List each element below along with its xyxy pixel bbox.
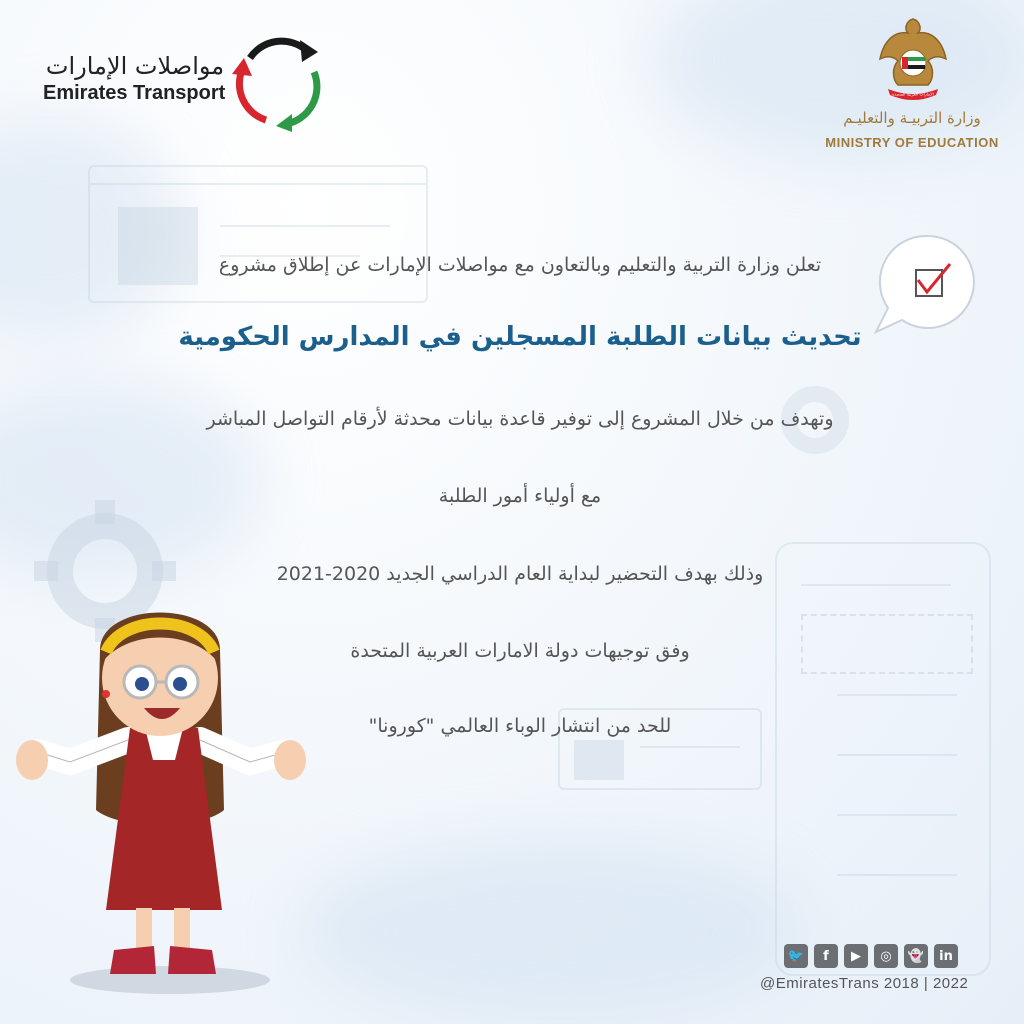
- social-icons: [784, 944, 958, 968]
- announcement-line-5: للحد من انتشار الوباء العالمي "كورونا": [368, 715, 672, 737]
- linkedin-icon[interactable]: in: [934, 944, 958, 968]
- background-cloud: [300, 840, 800, 1020]
- speech-bubble-checkbox-icon: [870, 232, 982, 336]
- announcement-line-4: وفق توجيهات دولة الامارات العربية المتحدة: [350, 640, 690, 662]
- ministry-of-education-logo: [820, 15, 1010, 155]
- announcement-line-1: وتهدف من خلال المشروع إلى توفير قاعدة بيانات محدثة لأرقام التواصل المباشر: [206, 408, 834, 430]
- recycle-arrows-icon: [228, 32, 328, 132]
- announcement-headline: تحديث بيانات الطلبة المسجلين في المدارس الحكومية: [178, 322, 862, 352]
- emirates-transport-logo: [40, 30, 340, 130]
- background-phone-wireframe: [775, 542, 991, 976]
- announcement-line-3: وذلك بهدف التحضير لبداية العام الدراسي الجديد 2020-2021: [276, 563, 764, 585]
- announcement-line-2: مع أولياء أمور الطلبة: [438, 485, 602, 507]
- facebook-icon[interactable]: f: [814, 944, 838, 968]
- twitter-icon[interactable]: 🐦: [784, 944, 808, 968]
- social-handle-and-years: @EmiratesTrans 2018 | 2022: [760, 975, 969, 992]
- snapchat-icon[interactable]: 👻: [904, 944, 928, 968]
- announcement-intro: تعلن وزارة التربية والتعليم وبالتعاون مع مواصلات الإمارات عن إطلاق مشروع: [218, 254, 822, 276]
- background-window-wireframe: [88, 165, 428, 303]
- falcon-emblem-icon: [878, 15, 948, 103]
- youtube-icon[interactable]: ▶: [844, 944, 868, 968]
- emirates-transport-english-name: Emirates Transport: [43, 82, 226, 104]
- emblem-ribbon-text: الإمارات العربية المتحدة: [892, 91, 934, 97]
- emirates-transport-arabic-name: مواصلات الإمارات: [45, 52, 225, 80]
- ministry-english-name: MINISTRY OF EDUCATION: [825, 135, 999, 150]
- ministry-arabic-name: وزارة التربيـة والتعليـم: [843, 109, 981, 127]
- instagram-icon[interactable]: ◎: [874, 944, 898, 968]
- cartoon-girl-illustration: [10, 590, 310, 1000]
